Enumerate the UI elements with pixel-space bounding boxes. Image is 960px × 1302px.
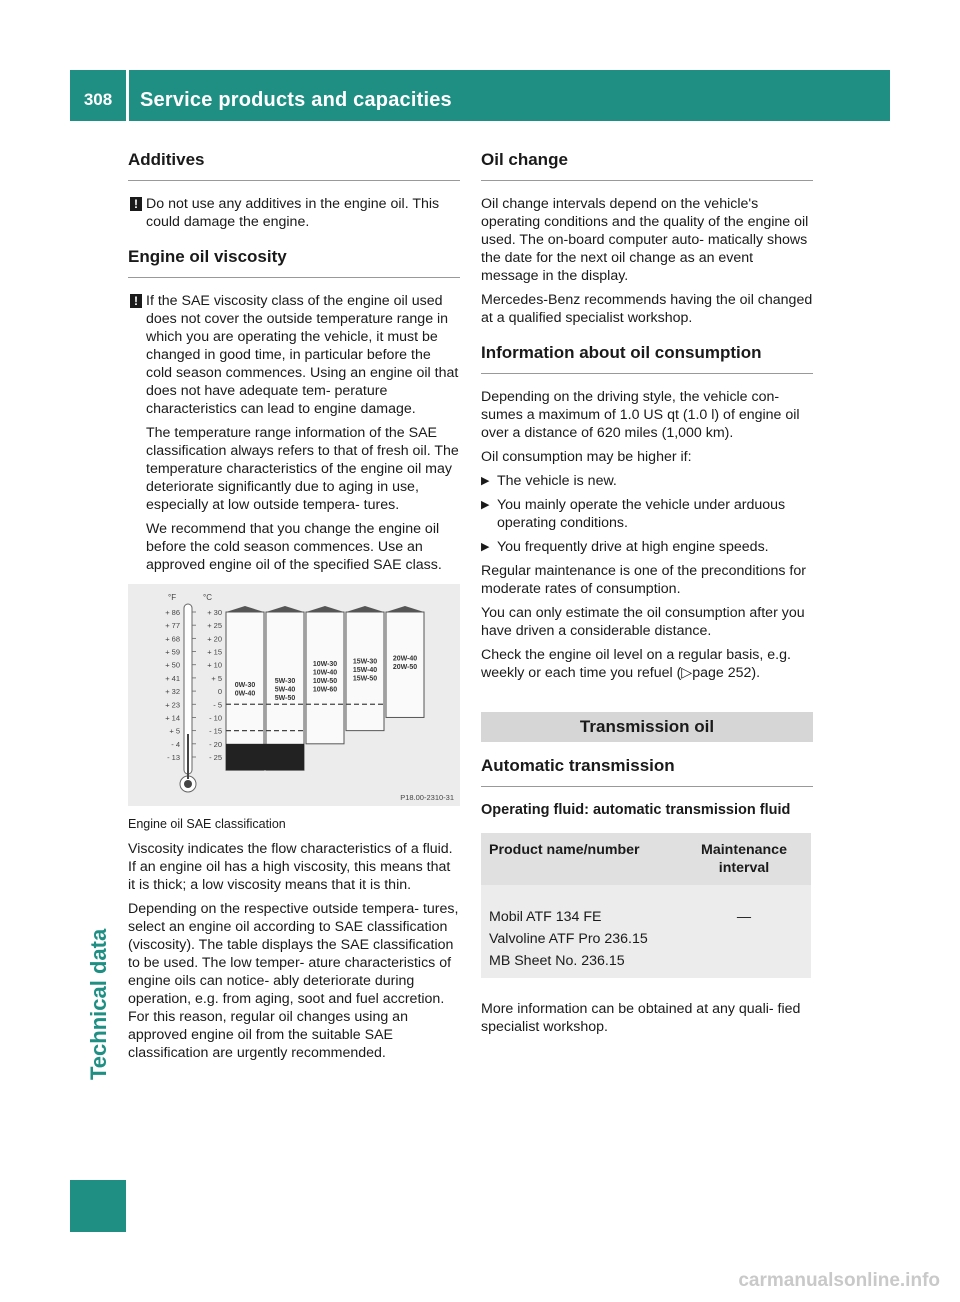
celsius-tick-label: 0: [217, 687, 222, 697]
viscosity-warning: [128, 292, 460, 418]
consumption-paragraph: Depending on the driving style, the vehicle con- sumes a maximum of 1.0 US qt (1.0 l) of engine oil over a distance of 620 miles (1,000 km).: [481, 389, 800, 441]
bullet-icon: ▶: [481, 475, 490, 487]
list-item-text: You mainly operate the vehicle under arduous operating conditions.: [497, 497, 786, 531]
fahrenheit-tick-label: - 13: [167, 753, 180, 762]
grade-label: 20W-50: [392, 664, 418, 672]
list-item-text: You frequently drive at high engine speeds.: [497, 539, 769, 555]
right-column: [481, 150, 813, 1042]
product-name: Valvoline ATF Pro 236.15: [489, 931, 648, 947]
header-divider: [126, 70, 129, 121]
grade-label: 15W-30: [352, 658, 378, 666]
additives-warning: [128, 195, 460, 231]
bullet-icon: ▶: [481, 499, 490, 511]
fahrenheit-tick-label: + 59: [165, 647, 180, 657]
consumption-paragraph: [481, 646, 813, 682]
fahrenheit-tick-label: + 50: [165, 660, 180, 670]
grade-column-cap: [346, 606, 384, 612]
fahrenheit-tick-label: + 77: [165, 621, 180, 631]
consumption-list: [481, 472, 813, 556]
grade-label: 15W-40: [352, 666, 378, 674]
celsius-tick-label: + 5: [211, 673, 222, 683]
fahrenheit-tick-label: - 4: [171, 739, 180, 749]
grade-label: 10W-60: [312, 686, 338, 694]
fahrenheit-tick-label: + 41: [165, 673, 180, 683]
fahrenheit-tick-label: + 5: [169, 726, 180, 736]
fahrenheit-tick-label: + 68: [165, 634, 180, 644]
low-temperature-zone: [226, 744, 304, 770]
grade-label: 15W-50: [352, 675, 378, 683]
celsius-tick-label: + 15: [207, 647, 222, 657]
grade-column-cap: [386, 606, 424, 612]
warning-icon: !: [130, 294, 142, 308]
celsius-tick-label: + 30: [207, 608, 222, 617]
automatic-transmission-heading: Automatic transmission: [481, 756, 813, 787]
page-number: 308: [83, 90, 113, 109]
viscosity-paragraph: We recommend that you change the engine oil before the cold season commences. Use an approved engine oil of the specified SAE class.: [146, 521, 442, 573]
column-header-interval: Maintenance interval: [677, 833, 811, 885]
grade-label: 20W-40: [392, 655, 418, 663]
celsius-tick-label: - 15: [209, 726, 222, 736]
side-title: Technical data: [86, 928, 111, 1080]
oil-change-paragraph: Oil change intervals depend on the vehicle's operating conditions and the quality of the engine oil used. The on-board computer auto- matically shows the date for the next oil change as an event message in the display.: [481, 196, 809, 284]
grade-label: 5W-40: [274, 686, 296, 694]
additives-heading: Additives: [128, 150, 460, 181]
celsius-tick-label: - 5: [213, 700, 222, 710]
side-tab-marker: [70, 1180, 126, 1232]
list-item: [481, 496, 813, 532]
body-paragraph: Depending on the respective outside tempera- tures, select an engine oil according to SAE classification (viscosity). The table displays the SAE classification to be used. The low temper- ature characteristics of engine oils can notice- ably deteriorate during operation, e.g. from aging, soot and fuel accretion. For this reason, regular oil changes using an approved engine oil from the suitable SAE classification are urgently recommended.: [128, 901, 459, 1061]
more-info-paragraph: More information can be obtained at any quali- fied specialist workshop.: [481, 1001, 801, 1035]
grade-label: 0W-30: [234, 682, 256, 690]
paragraph-text: Check the engine oil level on a regular basis, e.g. weekly or each time you refuel (: [481, 647, 791, 681]
grade-column-cap: [306, 606, 344, 612]
oil-change-heading: Oil change: [481, 150, 813, 181]
page-header: [70, 70, 890, 121]
watermark: carmanualsonline.info: [738, 1270, 940, 1291]
page-reference-link[interactable]: page 252: [692, 665, 752, 681]
table-row: [481, 900, 811, 978]
grade-column-cap: [226, 606, 264, 612]
list-item-text: The vehicle is new.: [497, 473, 617, 489]
grade-label: 10W-50: [312, 677, 338, 685]
celsius-tick-label: - 25: [209, 753, 222, 762]
interval-cell: —: [677, 900, 811, 978]
axis-label-fahrenheit: °F: [168, 593, 177, 602]
figure-caption: Engine oil SAE classification: [128, 817, 286, 831]
grade-column-cap: [266, 606, 304, 612]
transmission-heading: Transmission oil: [481, 712, 813, 742]
left-column: [128, 150, 460, 1068]
consumption-heading: Information about oil consumption: [481, 343, 813, 374]
warning-icon: !: [130, 197, 142, 211]
consumption-paragraph: Oil consumption may be higher if:: [481, 449, 692, 465]
celsius-tick-label: - 10: [209, 713, 222, 723]
section-title: Service products and capacities: [140, 89, 452, 111]
bullet-icon: ▶: [481, 541, 490, 553]
consumption-paragraph: You can only estimate the oil consumption after you have driven a considerable distance.: [481, 605, 805, 639]
viscosity-paragraph: The temperature range information of the SAE classification always refers to that of fresh oil. The temperature characteristics of the engine oil may deteriorate significantly due to aging in use, especially at low outside tempera- tures.: [146, 425, 459, 513]
thermometer-mercury: [187, 734, 189, 779]
viscosity-heading: Engine oil viscosity: [128, 247, 460, 278]
axis-label-celsius: °C: [203, 593, 212, 602]
grade-label: 5W-50: [274, 695, 296, 703]
column-header-product: Product name/number: [481, 833, 677, 885]
fluid-table: [481, 833, 811, 978]
sae-chart: [128, 584, 460, 806]
celsius-tick-label: + 10: [207, 660, 222, 670]
thermometer-bulb-fill: [184, 780, 192, 788]
fahrenheit-tick-label: + 32: [165, 687, 180, 697]
table-spacer: [481, 885, 811, 900]
product-name: Mobil ATF 134 FE: [489, 909, 602, 925]
grade-label: 0W-40: [234, 690, 256, 698]
product-cell: [481, 900, 677, 978]
list-item: [481, 472, 813, 490]
celsius-tick-label: + 20: [207, 634, 222, 644]
fahrenheit-tick-label: + 86: [165, 608, 180, 617]
viscosity-warning-text: If the SAE viscosity class of the engine oil used does not cover the outside temperature range in which you are operating the vehicle, it must be changed in good time, in particular before the cold season commences. Using an engine oil that does not have adequate tem- perature characteristics can lead to engine damage.: [146, 293, 459, 417]
additives-warning-text: Do not use any additives in the engine oil. This could damage the engine.: [146, 196, 440, 230]
table-header-row: [481, 833, 811, 885]
fahrenheit-tick-label: + 14: [165, 713, 180, 723]
grade-label: 10W-40: [312, 669, 338, 677]
paragraph-text: ).: [751, 665, 761, 681]
grade-label: 5W-30: [274, 678, 296, 686]
fluid-subheading: Operating fluid: automatic transmission fluid: [481, 802, 791, 818]
list-item: [481, 538, 813, 556]
figure-code: P18.00-2310-31: [400, 793, 454, 802]
grade-label: 10W-30: [312, 660, 338, 668]
celsius-tick-label: + 25: [207, 621, 222, 631]
body-paragraph: Viscosity indicates the flow characteristics of a fluid. If an engine oil has a high viscosity, this means that it is thick; a low viscosity means that it is thin.: [128, 841, 453, 893]
consumption-paragraph: Regular maintenance is one of the preconditions for moderate rates of consumption.: [481, 563, 806, 597]
product-name: MB Sheet No. 236.15: [489, 953, 625, 969]
page-ref-arrow-icon: ▷: [681, 665, 693, 681]
fahrenheit-tick-label: + 23: [165, 700, 180, 710]
celsius-tick-label: - 20: [209, 739, 222, 749]
sae-classification-figure: [128, 584, 460, 806]
oil-change-paragraph: Mercedes-Benz recommends having the oil changed at a qualified specialist workshop.: [481, 292, 813, 326]
